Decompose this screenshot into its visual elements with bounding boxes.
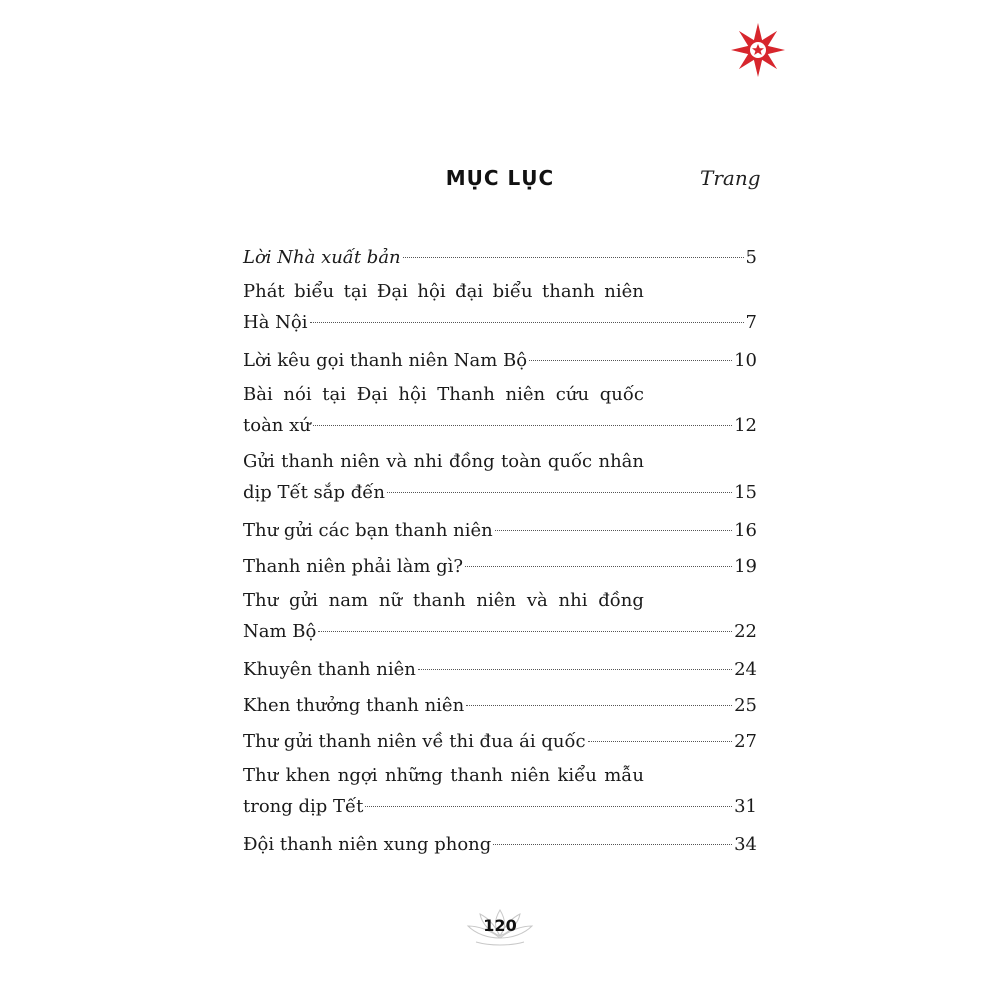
toc-entry-title-line: Thư khen ngợi những thanh niên kiểu mẫu <box>243 765 644 786</box>
toc-entry-page: 31 <box>734 796 757 817</box>
dot-leader <box>588 741 733 742</box>
star-flower-logo-icon <box>728 22 788 78</box>
toc-entry <box>243 276 757 339</box>
toc-entry-page: 24 <box>734 659 757 680</box>
toc-entry-title-line: Bài nói tại Đại hội Thanh niên cứu quốc <box>243 384 644 405</box>
toc-entry <box>243 379 757 442</box>
toc-entry-page: 5 <box>745 247 757 268</box>
toc-entry-page: 25 <box>734 695 757 716</box>
page-title: MỤC LỤC <box>445 166 555 190</box>
toc-entry <box>243 827 757 863</box>
footer-page-number <box>466 906 534 948</box>
toc-entry <box>243 446 757 509</box>
toc-entry-title: Lời Nhà xuất bản <box>243 247 401 268</box>
toc-entry-title: Thư gửi các bạn thanh niên <box>243 520 493 541</box>
toc-entry-title: toàn xứ <box>243 415 311 436</box>
toc-entry <box>243 240 757 276</box>
toc-entry-title: dịp Tết sắp đến <box>243 482 385 503</box>
toc-entry-title: Khuyên thanh niên <box>243 659 416 680</box>
toc-entry-title: Thanh niên phải làm gì? <box>243 556 464 577</box>
toc-entry <box>243 513 757 549</box>
toc-entry-page: 16 <box>734 520 757 541</box>
toc-entry <box>243 760 757 823</box>
dot-leader <box>387 492 732 493</box>
dot-leader <box>466 705 732 706</box>
toc-entry-page: 7 <box>745 312 757 333</box>
table-of-contents <box>243 240 757 863</box>
toc-entry <box>243 688 757 724</box>
toc-entry <box>243 343 757 379</box>
toc-entry <box>243 549 757 585</box>
toc-entry-page: 19 <box>734 556 757 577</box>
toc-entry <box>243 652 757 688</box>
toc-entry-title: trong dịp Tết <box>243 796 364 817</box>
toc-entry-page: 12 <box>734 415 757 436</box>
toc-entry-page: 15 <box>734 482 757 503</box>
toc-entry-title: Hà Nội <box>243 312 308 333</box>
dot-leader <box>418 669 732 670</box>
toc-entry-title: Lời kêu gọi thanh niên Nam Bộ <box>243 350 528 371</box>
page-number: 120 <box>483 916 517 935</box>
page-column-label: Trang <box>700 166 761 190</box>
toc-entry <box>243 724 757 760</box>
dot-leader <box>318 631 732 632</box>
toc-entry-title-line: Phát biểu tại Đại hội đại biểu thanh niên <box>243 281 644 302</box>
dot-leader <box>313 425 732 426</box>
toc-entry-page: 34 <box>734 834 757 855</box>
toc-entry-title: Nam Bộ <box>243 621 317 642</box>
dot-leader <box>465 566 732 567</box>
toc-entry <box>243 585 757 648</box>
dot-leader <box>403 257 744 258</box>
dot-leader <box>310 322 744 323</box>
dot-leader <box>365 806 732 807</box>
toc-entry-title: Thư gửi thanh niên về thi đua ái quốc <box>243 731 586 752</box>
toc-entry-title-line: Gửi thanh niên và nhi đồng toàn quốc nhân <box>243 451 644 472</box>
toc-entry-title: Đội thanh niên xung phong <box>243 834 492 855</box>
toc-entry-page: 10 <box>734 350 757 371</box>
toc-entry-page: 27 <box>734 731 757 752</box>
toc-entry-title-line: Thư gửi nam nữ thanh niên và nhi đồng <box>243 590 644 611</box>
dot-leader <box>493 844 732 845</box>
toc-entry-title: Khen thưởng thanh niên <box>243 695 465 716</box>
dot-leader <box>529 360 732 361</box>
dot-leader <box>495 530 732 531</box>
toc-entry-page: 22 <box>734 621 757 642</box>
